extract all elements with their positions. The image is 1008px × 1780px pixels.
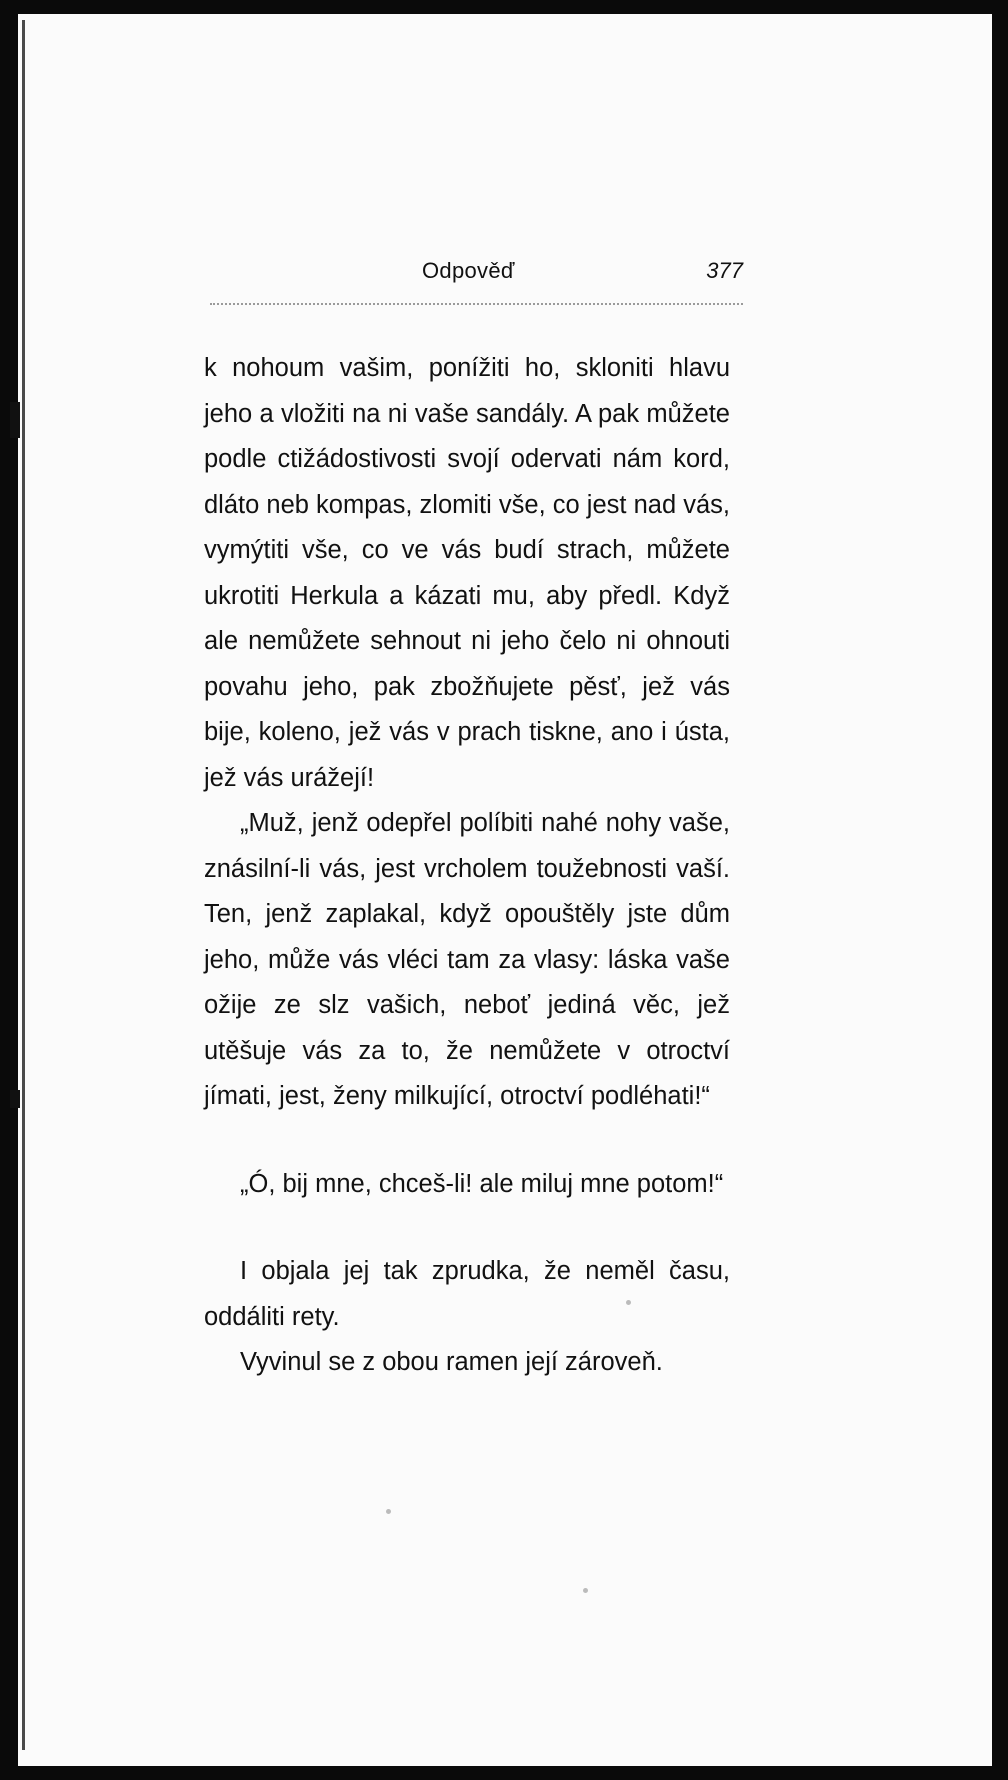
paragraph: „Muž, jenž odepřel políbiti nahé nohy vaše, znásilní-li vás, jest vrcholem toužebnosti vaší. Ten, jenž zaplakal, když opouštěly jste dům jeho, může vás vléci tam za vlasy: láska vaše ožije ze slz vašich, neboť jediná věc, jež utěšuje vás za to, že nemůžete v otroctví jímati, jest, ženy milkující, otroctví podléhati!“ [204, 809, 730, 1110]
paragraph: „Ó, bij mne, chceš-li! ale miluj mne potom!“ [240, 1169, 724, 1198]
binding-mark [10, 402, 20, 438]
scan-top-border [0, 0, 1008, 14]
body-text [204, 346, 730, 1386]
binding-edge [22, 20, 25, 1750]
scan-speck [626, 1300, 631, 1305]
binding-mark [10, 1090, 20, 1108]
paragraph: k nohoum vašim, ponížiti ho, skloniti hlavu jeho a vložiti na ni vaše sandály. A pak můžete podle ctižádostivosti svojí odervati nám kord, dláto neb kompas, zlomiti vše, co jest nad vás, vymýtiti vše, co ve vás budí strach, můžete ukrotiti Herkula a kázati mu, aby předl. Když ale nemůžete sehnout ni jeho čelo ni ohnouti povahu jeho, pak zbožňujete pěsť, jež vás bije, koleno, jež vás v prach tiskne, ano i ústa, jež vás urážejí! [204, 354, 730, 792]
paragraph: Vyvinul se z obou ramen její zároveň. [240, 1348, 663, 1376]
page-number: 377 [706, 258, 743, 283]
paragraph: I objala jej tak zprudka, že neměl času, oddáliti rety. [204, 1257, 730, 1331]
running-title: Odpověď [422, 258, 515, 283]
scan-speck [386, 1509, 391, 1514]
running-head [200, 258, 745, 290]
header-rule [210, 303, 743, 305]
scan-speck [583, 1588, 588, 1593]
